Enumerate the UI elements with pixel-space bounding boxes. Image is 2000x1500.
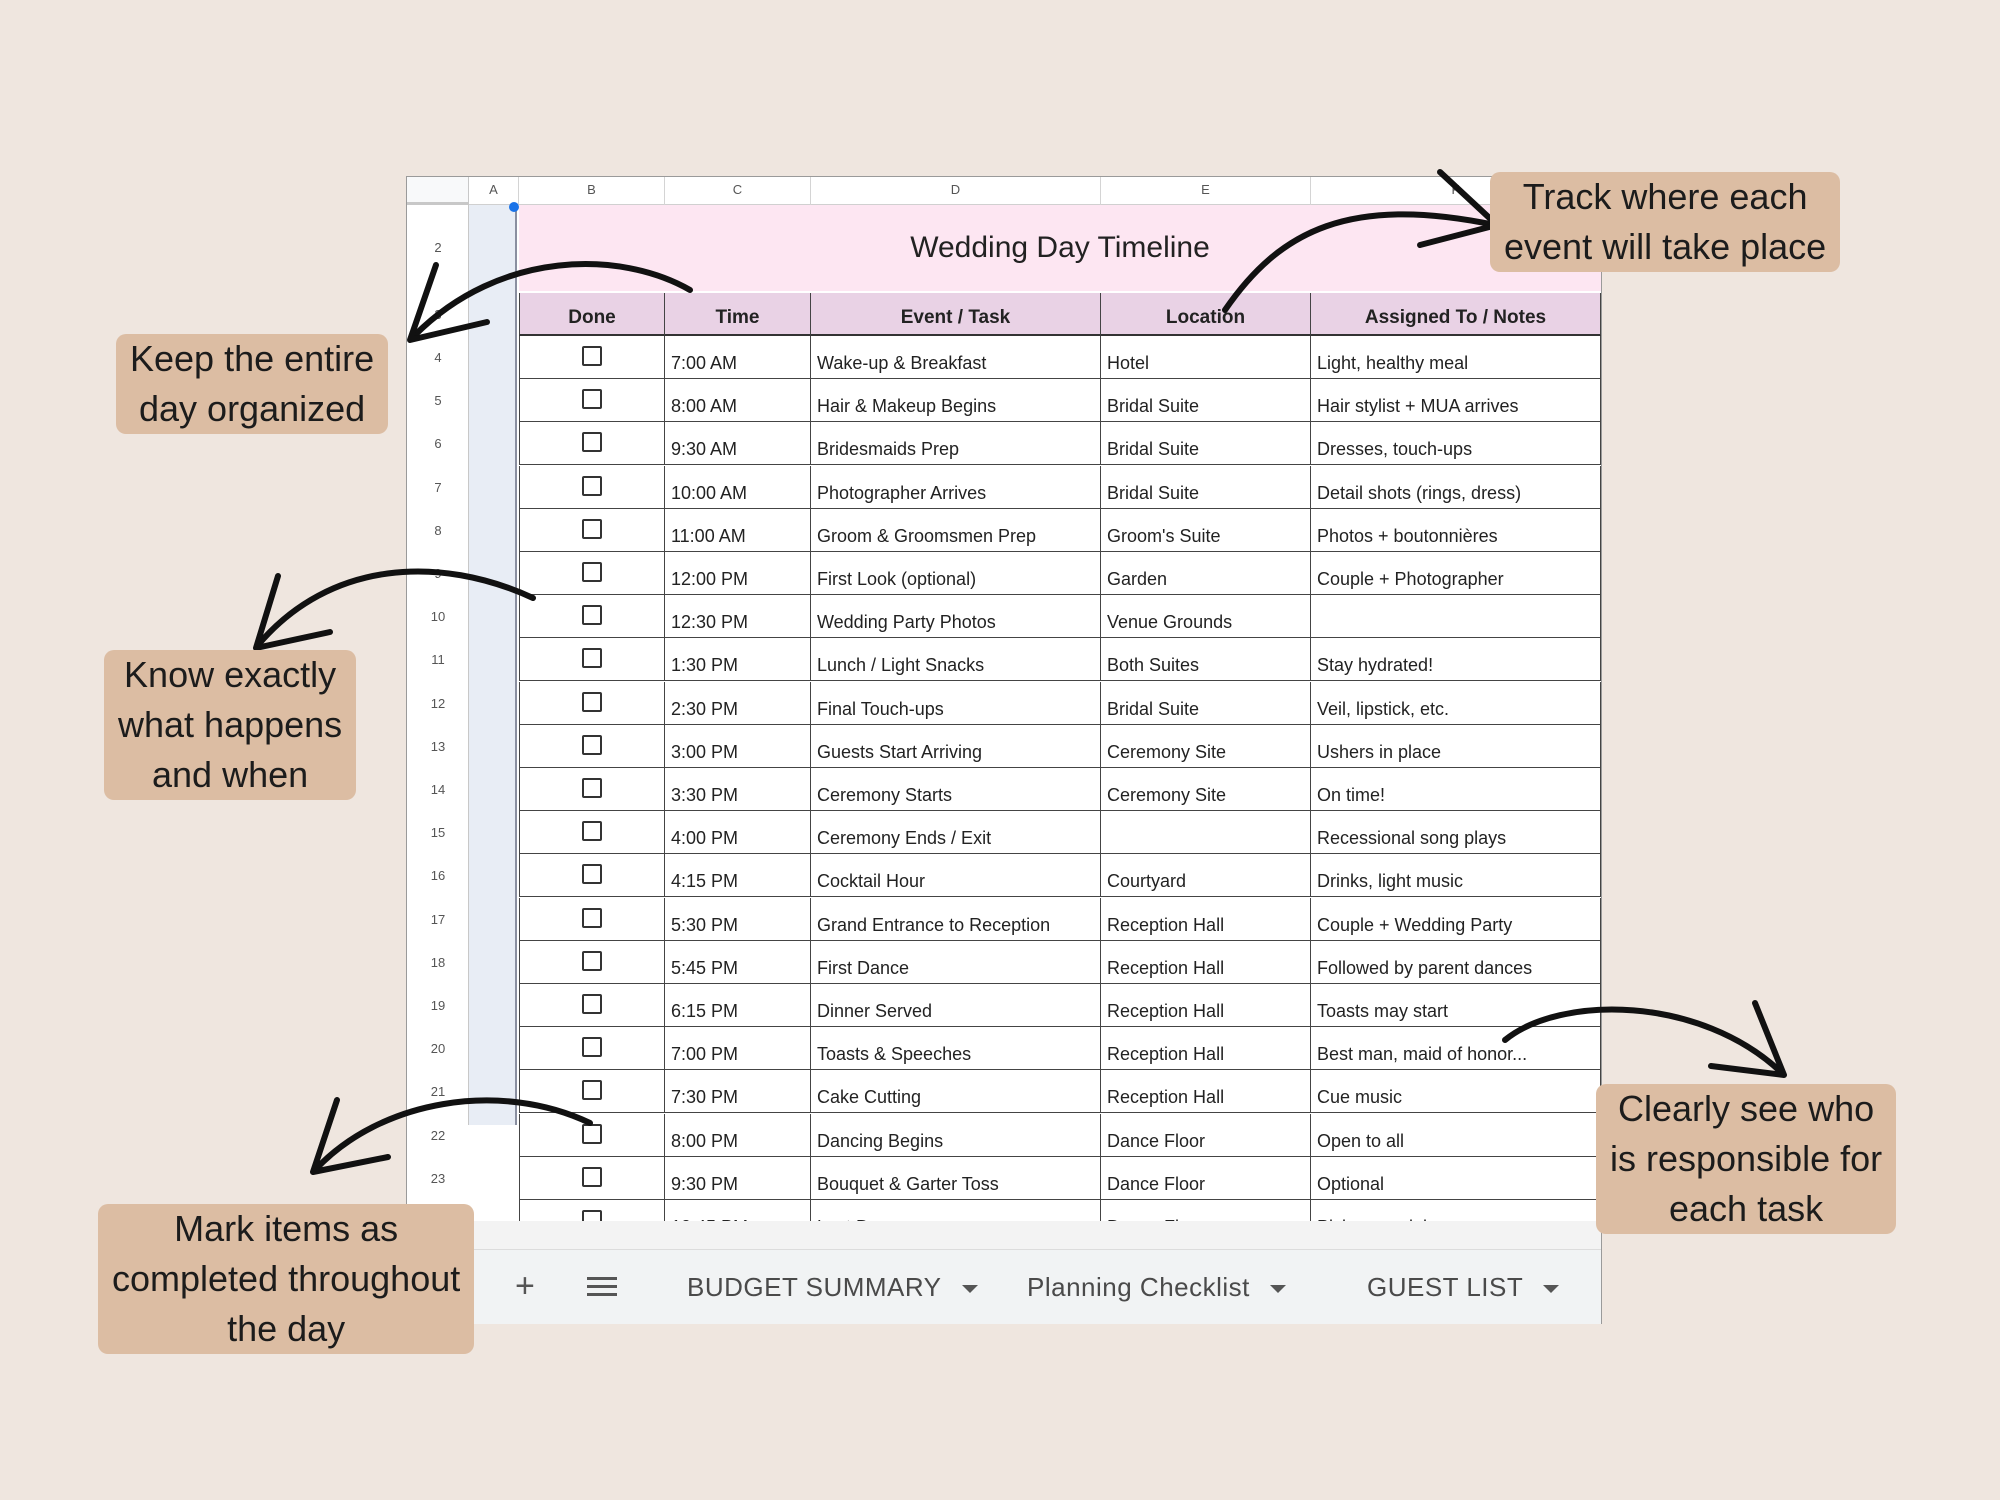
done-checkbox[interactable]	[582, 1080, 602, 1100]
row-header[interactable]: 2	[434, 240, 442, 255]
done-checkbox[interactable]	[582, 821, 602, 841]
location-cell[interactable]: Bridal Suite	[1101, 466, 1311, 509]
done-cell	[519, 509, 665, 552]
grid-area	[407, 177, 1601, 1221]
time-cell[interactable]: 11:00 AM	[665, 509, 811, 552]
all-sheets-menu-icon[interactable]	[587, 1277, 617, 1297]
done-cell	[519, 336, 665, 379]
row-header[interactable]: 4	[434, 350, 442, 365]
done-checkbox[interactable]	[582, 432, 602, 452]
notes-cell[interactable]: Detail shots (rings, dress)	[1311, 466, 1601, 509]
done-checkbox[interactable]	[582, 908, 602, 928]
notes-cell[interactable]: Light, healthy meal	[1311, 336, 1601, 379]
notes-cell[interactable]: On time!	[1311, 768, 1601, 811]
done-cell	[519, 941, 665, 984]
time-cell[interactable]: 12:30 PM	[665, 595, 811, 638]
row-header[interactable]: 5	[434, 393, 442, 409]
callout-location: Track where each event will take place	[1490, 172, 1840, 272]
event-cell[interactable]: Final Touch-ups	[811, 682, 1101, 725]
notes-cell[interactable]: Cue music	[1311, 1070, 1601, 1113]
done-cell	[519, 811, 665, 854]
notes-cell[interactable]: Photos + boutonnières	[1311, 509, 1601, 552]
done-cell	[519, 682, 665, 725]
location-cell[interactable]: Both Suites	[1101, 638, 1311, 681]
done-checkbox[interactable]	[582, 994, 602, 1014]
callout-organized: Keep the entire day organized	[116, 334, 388, 434]
column-title[interactable]: Assigned To / Notes	[1311, 293, 1601, 336]
event-cell[interactable]: Cocktail Hour	[811, 854, 1101, 897]
done-cell	[519, 1070, 665, 1113]
callout-when: Know exactly what happens and when	[104, 650, 356, 800]
done-cell	[519, 1157, 665, 1200]
table-row	[407, 466, 1601, 509]
table-row	[407, 768, 1601, 811]
table-row	[407, 379, 1601, 422]
column-header[interactable]: E	[1101, 177, 1311, 205]
location-cell[interactable]: Ceremony Site	[1101, 768, 1311, 811]
event-cell[interactable]: Cake Cutting	[811, 1070, 1101, 1113]
event-cell[interactable]: Toasts & Speeches	[811, 1027, 1101, 1070]
table-row	[407, 638, 1601, 681]
table-row	[407, 595, 1601, 638]
row-header[interactable]: 8	[434, 522, 442, 538]
row-header[interactable]: 21	[430, 1084, 446, 1100]
location-cell[interactable]: Reception Hall	[1101, 1070, 1311, 1113]
row-header[interactable]: 17	[430, 911, 446, 927]
row-header[interactable]: 19	[430, 998, 446, 1013]
time-cell[interactable]: 8:00 AM	[665, 379, 811, 422]
column-header[interactable]: D	[811, 177, 1101, 205]
row-header[interactable]: 7	[434, 479, 442, 495]
location-cell[interactable]: Bridal Suite	[1101, 422, 1311, 465]
column-header[interactable]: B	[519, 177, 665, 205]
location-cell[interactable]: Ceremony Site	[1101, 725, 1311, 768]
event-cell[interactable]: Guests Start Arriving	[811, 725, 1101, 768]
notes-cell[interactable]: Toasts may start	[1311, 984, 1601, 1027]
time-cell[interactable]: 4:00 PM	[665, 811, 811, 854]
time-cell[interactable]: 7:30 PM	[665, 1070, 811, 1113]
table-row	[407, 854, 1601, 897]
row-header[interactable]: 6	[434, 436, 442, 452]
table-row	[407, 1070, 1601, 1113]
tab-label: Planning Checklist	[1027, 1272, 1250, 1302]
tab-label: BUDGET SUMMARY	[687, 1272, 942, 1302]
chevron-down-icon[interactable]	[1543, 1285, 1559, 1293]
event-cell[interactable]: Wedding Party Photos	[811, 595, 1101, 638]
location-cell[interactable]: Garden	[1101, 552, 1311, 595]
done-checkbox[interactable]	[582, 519, 602, 539]
done-cell	[519, 898, 665, 941]
time-cell[interactable]: 2:30 PM	[665, 682, 811, 725]
notes-cell[interactable]: Open to all	[1311, 1114, 1601, 1157]
event-cell[interactable]: Bouquet & Garter Toss	[811, 1157, 1101, 1200]
notes-cell[interactable]: Recessional song plays	[1311, 811, 1601, 854]
column-title[interactable]: Location	[1101, 293, 1311, 336]
notes-cell[interactable]: Couple + Photographer	[1311, 552, 1601, 595]
time-cell[interactable]: 3:30 PM	[665, 768, 811, 811]
sheet-tab-bar	[407, 1249, 1601, 1324]
table-row	[407, 509, 1601, 552]
notes-cell[interactable]: Hair stylist + MUA arrives	[1311, 379, 1601, 422]
callout-responsible: Clearly see who is responsible for each task	[1596, 1084, 1896, 1234]
row-header[interactable]: 3	[434, 307, 442, 322]
callout-completed: Mark items as completed throughout the day	[98, 1204, 474, 1354]
table-row	[407, 1027, 1601, 1070]
row-header[interactable]: 18	[430, 954, 446, 970]
column-title[interactable]: Done	[519, 293, 665, 336]
location-cell[interactable]: Reception Hall	[1101, 1027, 1311, 1070]
location-cell[interactable]: Reception Hall	[1101, 984, 1311, 1027]
row-header[interactable]: 14	[430, 782, 446, 797]
selection-handle[interactable]	[509, 202, 519, 212]
row-header[interactable]: 15	[430, 825, 446, 841]
location-cell[interactable]	[1101, 811, 1311, 854]
location-cell[interactable]: Dance Floor	[1101, 1114, 1311, 1157]
table-row	[407, 811, 1601, 854]
time-cell[interactable]: 5:30 PM	[665, 898, 811, 941]
done-cell	[519, 984, 665, 1027]
notes-cell[interactable]: Drinks, light music	[1311, 854, 1601, 897]
row-header[interactable]: 11	[431, 652, 445, 668]
done-cell	[519, 638, 665, 681]
table-row	[407, 552, 1601, 595]
table-row	[407, 941, 1601, 984]
row-header[interactable]: 10	[430, 609, 446, 625]
time-cell[interactable]: 12:00 PM	[665, 552, 811, 595]
time-cell[interactable]: 10:00 AM	[665, 466, 811, 509]
event-cell[interactable]: Lunch / Light Snacks	[811, 638, 1101, 681]
done-checkbox[interactable]	[582, 389, 602, 409]
tab-guest-list[interactable]	[1367, 1250, 1559, 1324]
location-cell[interactable]: Courtyard	[1101, 854, 1311, 897]
time-cell[interactable]: 9:30 PM	[665, 1157, 811, 1200]
column-title[interactable]: Time	[665, 293, 811, 336]
table-row	[407, 1157, 1601, 1200]
done-cell	[519, 552, 665, 595]
done-checkbox[interactable]	[582, 1124, 602, 1144]
location-cell[interactable]: Hotel	[1101, 336, 1311, 379]
row-header[interactable]: 16	[430, 868, 446, 884]
done-checkbox[interactable]	[582, 605, 602, 625]
done-checkbox[interactable]	[582, 562, 602, 582]
add-sheet-button[interactable]: +	[515, 1267, 535, 1305]
column-header[interactable]: A	[469, 177, 519, 205]
done-checkbox[interactable]	[582, 951, 602, 971]
done-cell	[519, 422, 665, 465]
done-cell	[519, 466, 665, 509]
scroll-area	[469, 1221, 1601, 1249]
done-checkbox[interactable]	[582, 692, 602, 712]
done-checkbox[interactable]	[582, 864, 602, 884]
time-cell[interactable]: 7:00 PM	[665, 1027, 811, 1070]
done-checkbox[interactable]	[582, 1167, 602, 1187]
data-grid	[407, 177, 1601, 1227]
time-cell[interactable]: 5:45 PM	[665, 941, 811, 984]
chevron-down-icon[interactable]	[1270, 1285, 1286, 1293]
location-cell[interactable]: Bridal Suite	[1101, 682, 1311, 725]
done-cell	[519, 1027, 665, 1070]
time-cell[interactable]: 9:30 AM	[665, 422, 811, 465]
table-row	[407, 1114, 1601, 1157]
event-cell[interactable]: Grand Entrance to Reception	[811, 898, 1101, 941]
notes-cell[interactable]: Optional	[1311, 1157, 1601, 1200]
table-row	[407, 682, 1601, 725]
done-cell	[519, 854, 665, 897]
time-cell[interactable]: 7:00 AM	[665, 336, 811, 379]
notes-cell[interactable]: Couple + Wedding Party	[1311, 898, 1601, 941]
event-cell[interactable]: Hair & Makeup Begins	[811, 379, 1101, 422]
done-checkbox[interactable]	[582, 346, 602, 366]
sheet-title: Wedding Day Timeline	[910, 231, 1210, 264]
location-cell[interactable]: Bridal Suite	[1101, 379, 1311, 422]
chevron-down-icon[interactable]	[962, 1285, 978, 1293]
done-checkbox[interactable]	[582, 476, 602, 496]
time-cell[interactable]: 1:30 PM	[665, 638, 811, 681]
done-cell	[519, 1114, 665, 1157]
table-row	[407, 725, 1601, 768]
tab-budget-summary[interactable]	[687, 1250, 978, 1324]
time-cell[interactable]: 4:15 PM	[665, 854, 811, 897]
notes-cell[interactable]	[1311, 595, 1601, 638]
event-cell[interactable]: First Look (optional)	[811, 552, 1101, 595]
event-cell[interactable]: Photographer Arrives	[811, 466, 1101, 509]
event-cell[interactable]: Ceremony Ends / Exit	[811, 811, 1101, 854]
row-header[interactable]: 22	[430, 1127, 446, 1143]
table-row	[407, 984, 1601, 1027]
done-checkbox[interactable]	[582, 1037, 602, 1057]
row-header[interactable]: 23	[430, 1170, 446, 1186]
event-cell[interactable]: Ceremony Starts	[811, 768, 1101, 811]
notes-cell[interactable]: Dresses, touch-ups	[1311, 422, 1601, 465]
column-title[interactable]: Event / Task	[811, 293, 1101, 336]
tab-planning-checklist[interactable]	[1027, 1250, 1286, 1324]
event-cell[interactable]: Wake-up & Breakfast	[811, 336, 1101, 379]
time-cell[interactable]: 6:15 PM	[665, 984, 811, 1027]
done-checkbox[interactable]	[582, 778, 602, 798]
done-cell	[519, 379, 665, 422]
location-cell[interactable]: Reception Hall	[1101, 898, 1311, 941]
row-header[interactable]: 9	[434, 566, 442, 581]
table-row	[407, 336, 1601, 379]
location-cell[interactable]: Reception Hall	[1101, 941, 1311, 984]
done-cell	[519, 725, 665, 768]
location-cell[interactable]: Dance Floor	[1101, 1157, 1311, 1200]
notes-cell[interactable]: Best man, maid of honor...	[1311, 1027, 1601, 1070]
notes-cell[interactable]: Stay hydrated!	[1311, 638, 1601, 681]
event-cell[interactable]: Dancing Begins	[811, 1114, 1101, 1157]
column-header[interactable]: F	[1311, 177, 1601, 205]
table-row	[407, 422, 1601, 465]
done-cell	[519, 595, 665, 638]
location-cell[interactable]: Groom's Suite	[1101, 509, 1311, 552]
event-cell[interactable]: First Dance	[811, 941, 1101, 984]
row-header[interactable]: 12	[430, 695, 446, 711]
spreadsheet-window	[406, 176, 1602, 1324]
notes-cell[interactable]: Followed by parent dances	[1311, 941, 1601, 984]
done-checkbox[interactable]	[582, 648, 602, 668]
table-row	[407, 898, 1601, 941]
event-cell[interactable]: Bridesmaids Prep	[811, 422, 1101, 465]
notes-cell[interactable]: Veil, lipstick, etc.	[1311, 682, 1601, 725]
row-header[interactable]: 20	[430, 1041, 446, 1057]
notes-cell[interactable]: Ushers in place	[1311, 725, 1601, 768]
done-checkbox[interactable]	[582, 735, 602, 755]
location-cell[interactable]: Venue Grounds	[1101, 595, 1311, 638]
time-cell[interactable]: 8:00 PM	[665, 1114, 811, 1157]
row-header[interactable]: 13	[430, 738, 446, 754]
done-cell	[519, 768, 665, 811]
tab-label: GUEST LIST	[1367, 1272, 1524, 1302]
time-cell[interactable]: 3:00 PM	[665, 725, 811, 768]
column-header[interactable]: C	[665, 177, 811, 205]
event-cell[interactable]: Groom & Groomsmen Prep	[811, 509, 1101, 552]
event-cell[interactable]: Dinner Served	[811, 984, 1101, 1027]
